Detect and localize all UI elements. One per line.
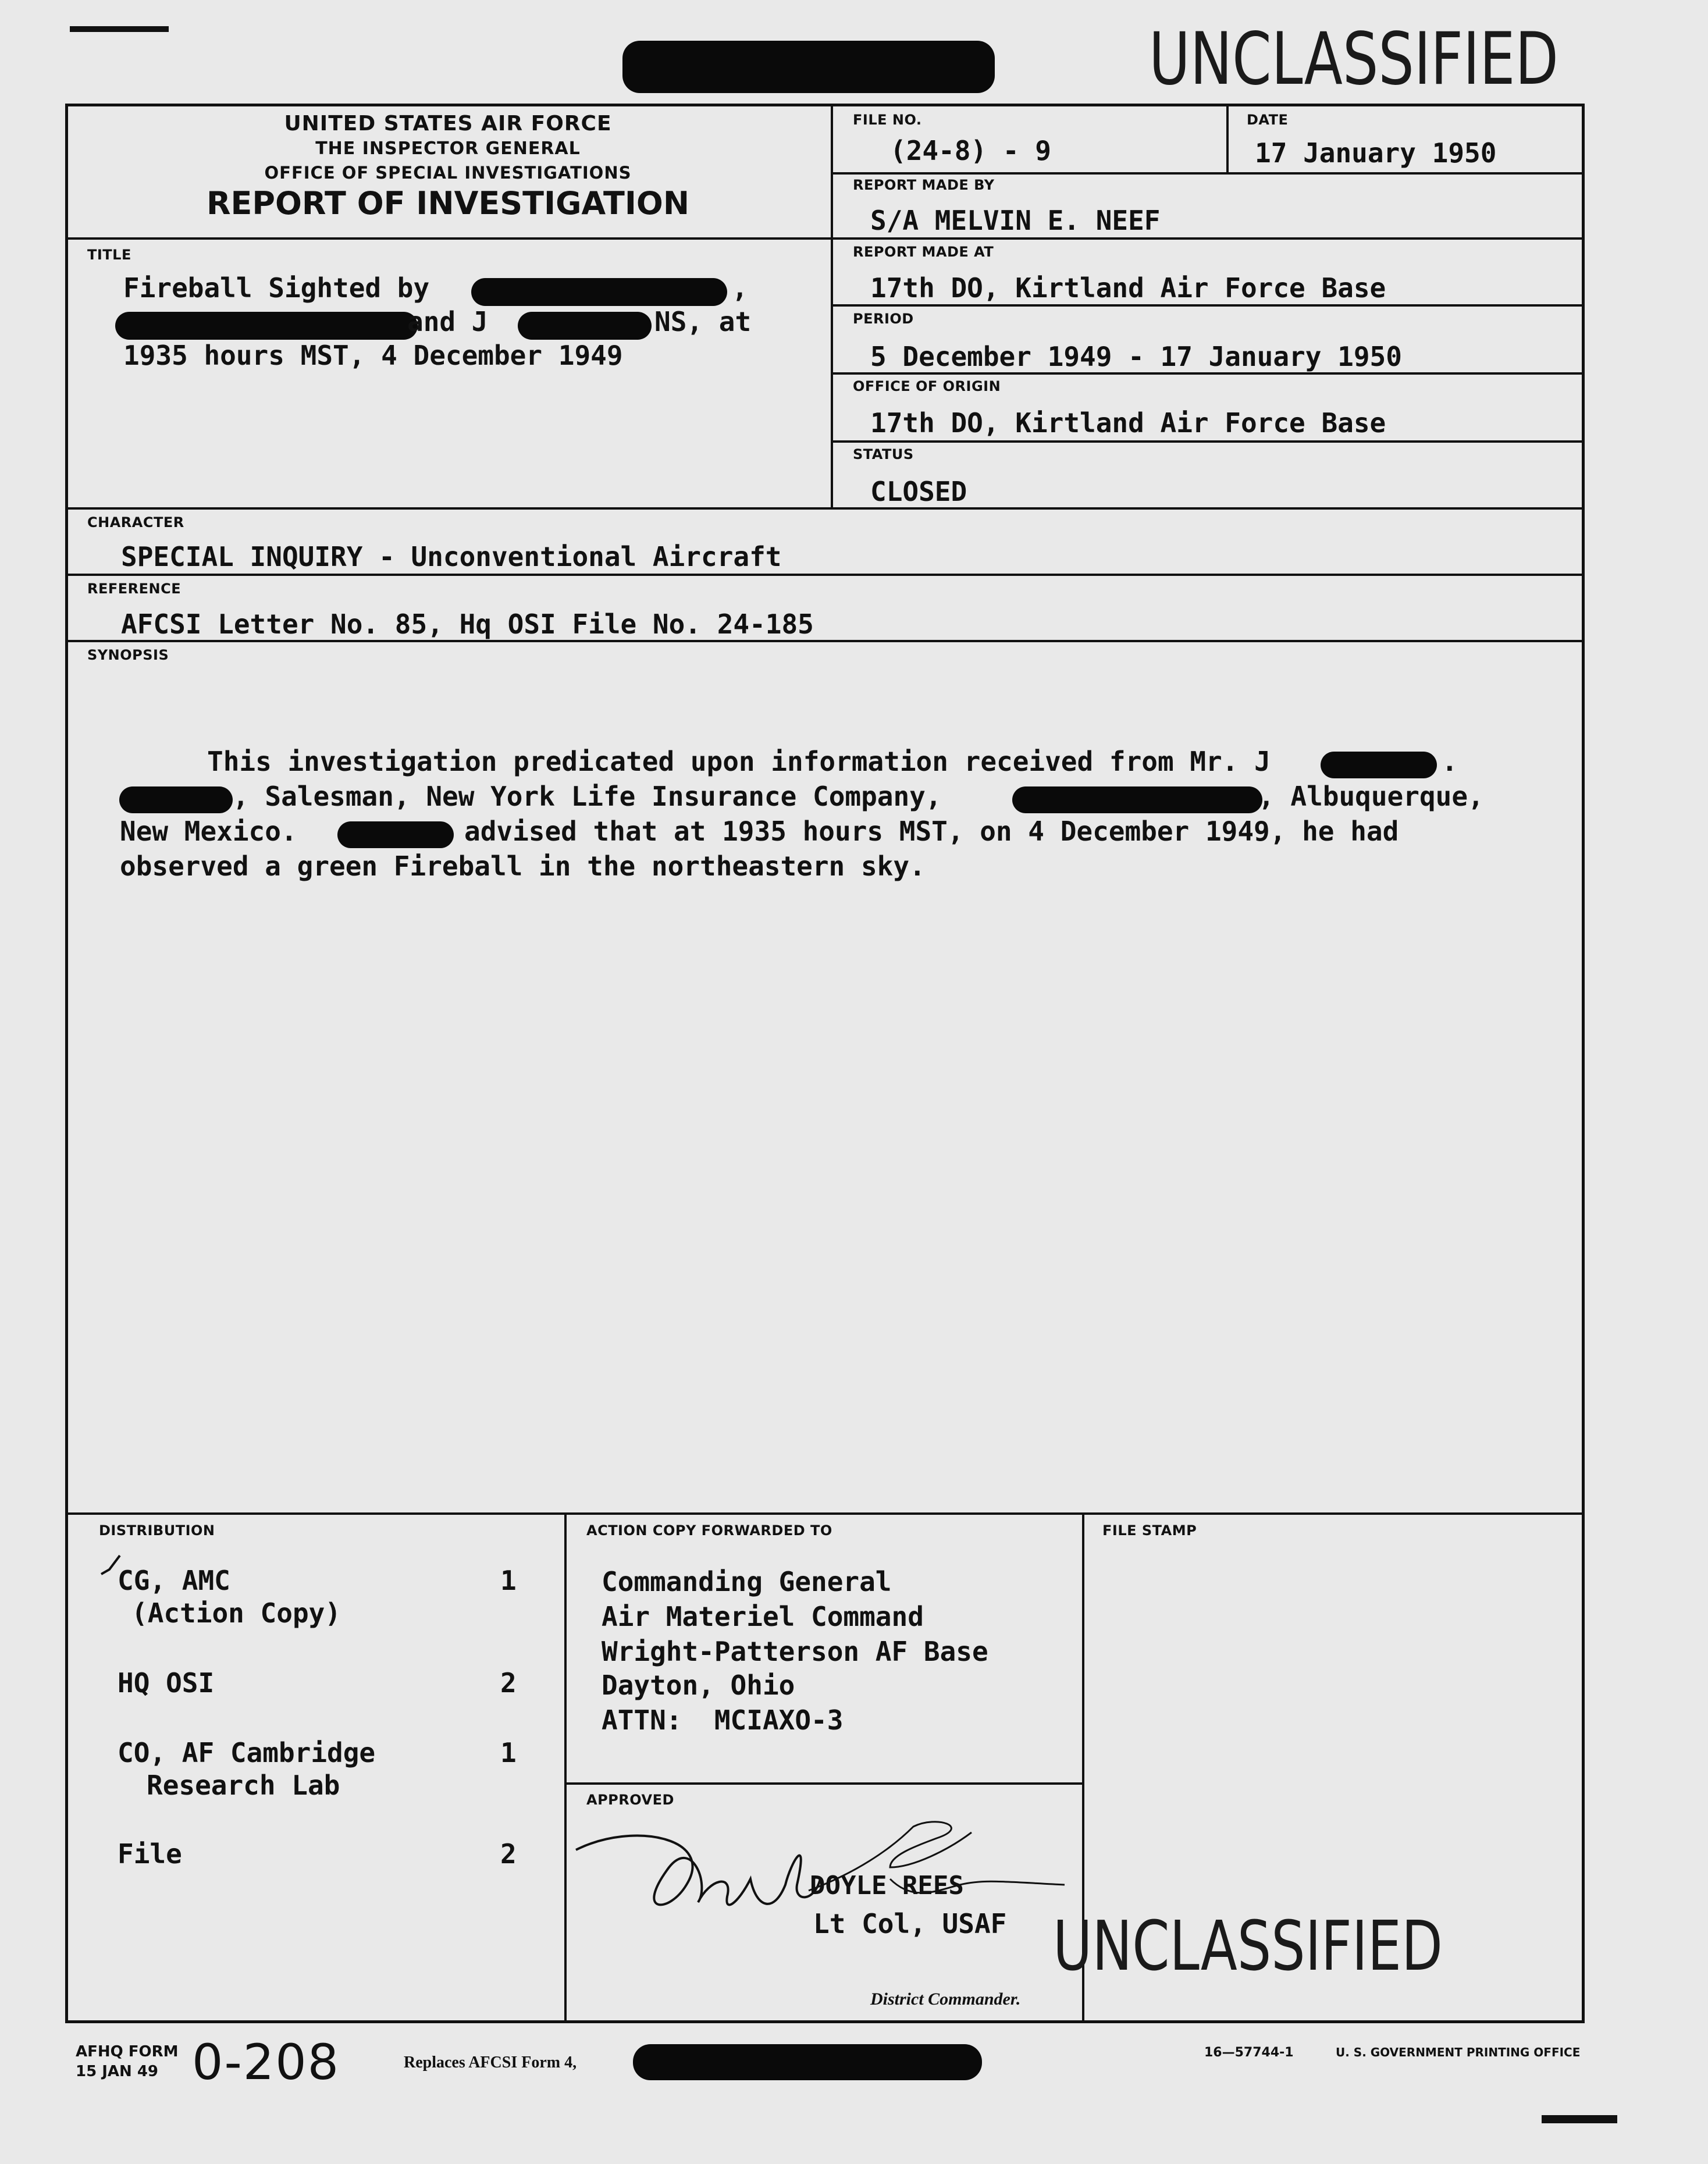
office-of-origin-value: 17th DO, Kirtland Air Force Base (870, 407, 1386, 439)
redaction-synopsis-3 (1012, 786, 1262, 813)
header-office: OFFICE OF SPECIAL INVESTIGATIONS (264, 163, 632, 183)
rule (831, 440, 1585, 443)
redaction-name-2 (115, 312, 418, 340)
report-made-by-value: S/A MELVIN E. NEEF (870, 205, 1161, 236)
title-line3: 1935 hours MST, 4 December 1949 (123, 340, 623, 371)
report-made-at-value: 17th DO, Kirtland Air Force Base (870, 272, 1386, 304)
distribution-item-2-count: 2 (500, 1667, 517, 1699)
report-made-by-label: REPORT MADE BY (853, 177, 995, 193)
redaction-name-3 (518, 312, 652, 340)
approver-title: District Commander. (870, 1989, 1021, 2009)
header-org: UNITED STATES AIR FORCE (284, 112, 612, 136)
office-of-origin-label: OFFICE OF ORIGIN (853, 378, 1001, 394)
distribution-label: DISTRIBUTION (99, 1522, 215, 1539)
title-line1: Fireball Sighted by (123, 272, 430, 304)
print-code: 16—57744-1 (1204, 2045, 1294, 2060)
report-made-at-label: REPORT MADE AT (853, 244, 994, 260)
distribution-item-3-name: CO, AF Cambridge (118, 1737, 376, 1768)
synopsis-line3-end: advised that at 1935 hours MST, on 4 December 1949, he had (464, 816, 1399, 847)
date-divider (1226, 104, 1229, 173)
distribution-item-3-count: 1 (500, 1737, 517, 1768)
redaction-synopsis-4 (337, 821, 454, 848)
corner-mark (70, 26, 169, 32)
report-title: REPORT OF INVESTIGATION (206, 185, 690, 222)
redaction-synopsis-2 (119, 786, 233, 813)
reference-value: AFCSI Letter No. 85, Hq OSI File No. 24-185 (121, 608, 814, 640)
date-label: DATE (1247, 112, 1289, 128)
redaction-synopsis-1 (1321, 752, 1437, 778)
file-no-value: (24-8) - 9 (890, 135, 1051, 166)
distribution-item-4-count: 2 (500, 1838, 517, 1870)
form-number: 0-208 (192, 2034, 340, 2091)
synopsis-label: SYNOPSIS (87, 647, 169, 663)
action-copy-line-5: ATTN: MCIAXO-3 (602, 1704, 844, 1736)
rule (831, 172, 1585, 175)
rule (65, 640, 1585, 642)
title-line2-end: NS, at (654, 306, 752, 337)
classification-bottom: UNCLASSIFIED (1053, 1906, 1443, 1986)
title-line2-mid: and J (407, 306, 488, 337)
rule (564, 1782, 1083, 1785)
title-line1-end: , (732, 272, 748, 304)
distribution-item-4-name: File (118, 1838, 182, 1870)
approved-label: APPROVED (586, 1792, 674, 1808)
header-inspector: THE INSPECTOR GENERAL (315, 138, 581, 159)
status-label: STATUS (853, 446, 914, 462)
synopsis-line2-end: , Albuquerque, (1258, 781, 1484, 812)
form-label-line1: AFHQ FORM (76, 2043, 179, 2060)
action-copy-line-2: Air Materiel Command (602, 1601, 924, 1632)
distribution-item-1-sub: (Action Copy) (131, 1597, 341, 1629)
character-label: CHARACTER (87, 514, 184, 531)
check-mark-icon (98, 1552, 133, 1587)
rule (65, 574, 1585, 576)
rule (831, 304, 1585, 307)
distribution-item-2-name: HQ OSI (118, 1667, 215, 1699)
status-value: CLOSED (870, 476, 967, 507)
redaction-name-1 (471, 278, 727, 306)
approver-rank: Lt Col, USAF (813, 1908, 1007, 1939)
synopsis-line2: , Salesman, New York Life Insurance Company, (233, 781, 942, 812)
corner-mark (1542, 2115, 1617, 2123)
rule (65, 507, 1585, 510)
period-label: PERIOD (853, 311, 914, 327)
character-value: SPECIAL INQUIRY - Unconventional Aircraft (121, 541, 782, 572)
rule (831, 237, 1585, 240)
file-stamp-label: FILE STAMP (1102, 1522, 1197, 1539)
rule (65, 237, 833, 240)
approver-name: DOYLE REES (810, 1871, 964, 1900)
synopsis-line3: New Mexico. (120, 816, 297, 847)
classification-top: UNCLASSIFIED (1149, 17, 1559, 101)
distribution-item-1-name: CG, AMC (118, 1565, 230, 1596)
redaction-footer (633, 2044, 982, 2080)
synopsis-line1: This investigation predicated upon information received from Mr. J (207, 746, 1271, 777)
file-no-label: FILE NO. (853, 112, 922, 128)
period-value: 5 December 1949 - 17 January 1950 (870, 341, 1402, 372)
title-label: TITLE (87, 247, 131, 263)
reference-label: REFERENCE (87, 581, 182, 597)
action-copy-line-3: Wright-Patterson AF Base (602, 1636, 988, 1667)
redaction-top-classification (622, 41, 995, 93)
form-label-line2: 15 JAN 49 (76, 2063, 159, 2080)
printer-text: U. S. GOVERNMENT PRINTING OFFICE (1336, 2045, 1581, 2059)
action-copy-label: ACTION COPY FORWARDED TO (586, 1522, 832, 1539)
replaces-text: Replaces AFCSI Form 4, (404, 2053, 577, 2072)
synopsis-line1-end: . (1442, 746, 1458, 777)
date-value: 17 January 1950 (1255, 137, 1497, 169)
distribution-item-3-sub: Research Lab (147, 1770, 340, 1801)
action-copy-line-1: Commanding General (602, 1566, 892, 1597)
rule (65, 1512, 1585, 1515)
distribution-item-1-count: 1 (500, 1565, 517, 1596)
action-copy-line-4: Dayton, Ohio (602, 1670, 795, 1701)
rule (831, 372, 1585, 375)
synopsis-line4: observed a green Fireball in the northeastern sky. (120, 850, 926, 882)
